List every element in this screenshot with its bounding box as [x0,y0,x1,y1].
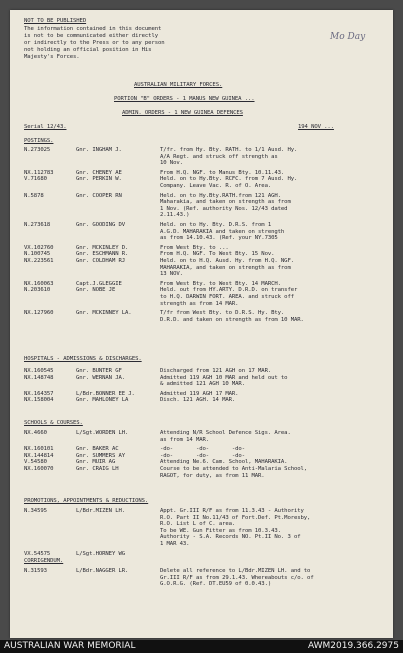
entry-description-line: R.O. List L of C. area. [160,521,236,528]
entry-description-line: A.G.D. MAHARAKIA and taken on strength [160,228,285,235]
entry-description-line: Held. out from HY.ARTY. D.R.D. on transfer [160,287,298,294]
service-number: NX.127960 [24,310,54,317]
entry-description-line: as from 14 MAR. [160,436,210,443]
entry-description-line: Appt. Gr.III R/F as from 11.3.43 - Authority [160,508,304,514]
entry-description-line: Held. on to Hy.Bty. RCFC. from 7 Ausd. Hy. [160,176,298,183]
entry-description-line: Held. on to H.Q. Ausd. Hy. from H.Q. NGF. [160,258,294,264]
entry-description-line: T/fr. from Hy. Bty. RATH. to 1/1 Ausd. Hy. [160,147,298,153]
entry-description-line: From West Bty. to ... [160,244,229,251]
entry-description-line: Delete all reference to L/Bdr.MIZEN LH. and to [160,568,311,574]
soldier-name: L/Bdr.MIZEN LH. [76,508,126,514]
restriction-text-2: is not to be communicated either directly [24,33,158,39]
service-number: VX.54575 [24,550,51,557]
entry-description-line: Gr.III R/F as from 29.1.43. Whereabouts c/o. of [160,574,314,581]
entry-description-line: Authority - S.A. Records NO. Pt.II No. 3 of [160,534,301,541]
entry-description-line: A/A Regt. and struck off strength as [160,153,278,160]
service-number: VX.102760 N.100745 NX.223561 [24,244,54,264]
entry-description-line: 10 Nov. [160,160,183,167]
soldier-name: L/Bdr.BONNER EE J. Gnr. MAHLONEY LA [76,390,135,404]
entry-description-line: -do- -do- -do- [160,452,245,459]
serial-number: Serial 12/43. [24,124,67,130]
archive-footer [0,640,403,653]
soldier-name: Capt.J.GLEGGIE Gnr. NOBE JE [76,280,122,294]
order-date: 194 NOV ... [298,124,334,130]
service-number: N.273618 [24,222,51,228]
soldier-name: L/Sgt.WORDEN LH. [76,430,129,436]
entry-description-line: D.R.D. and taken on strength as from 10 MAR. [160,316,304,323]
entry-description-line: RAGOT, for duty, as from 11 MAR. [160,472,265,479]
entry-description-line: strength as from 14 MAR. [160,300,239,307]
entry-description-line: Disch. 121 AGH. 14 MAR. [160,397,236,404]
entry-description-line: Attending N/R School Defence Sigs. Area. [160,430,291,436]
entry-description-line: G.O.R.G. (Ref. DT.EU59 of 0.0.43.) [160,581,272,588]
service-number: NX.160101 NX.144814 V.54580 NX.160070 [24,446,54,472]
soldier-name: Gnr. BUNTER GF Gnr. WERNAN JA. [76,368,126,381]
orders-title: PORTION "B" ORDERS - 1 MANUS NEW GUINEA ... [114,96,255,102]
entry-description-line: From H.Q. NGF. To West Bty. 15 Nov. [160,251,275,258]
soldier-name: Gnr. CHENEY AE Gnr. PERKIN W. [76,169,122,183]
orders-subtitle: ADMIN. ORDERS - 1 NEW GUINEA DEFENCES [122,110,243,116]
soldier-name: Gnr. MCKINLEY D. Gnr. ESCHMANN R. Gnr. COLDHAM RJ [76,244,129,264]
restriction-heading: NOT TO BE PUBLISHED [24,18,87,24]
entry-description-line: Company. Leave Vac. R. of O. Area. [160,183,272,189]
handwritten-annotation: Mo Day [330,32,366,42]
soldier-name: L/Bdr.NAGGER LR. [76,568,129,574]
soldier-name: L/Sgt.HORNEY WG [76,550,126,557]
entry-description-line: Course to be attended to Anti-Malaria School, [160,466,308,472]
entry-description-line: -do- -do- -do- [160,446,245,453]
entry-description-line: R.O. Part II No.11/43 of Fort.Def. Pt.Moresby, [160,514,311,521]
section-hospitals: HOSPITALS - ADMISSIONS & DISCHARGES. [24,356,142,362]
restriction-text-1: The information contained in this document [24,26,162,32]
service-number: NX.4660 [24,430,47,436]
entry-description-line: Held. on to Hy.Bty.RATH.from 121 AGH. [160,192,281,199]
service-number: N.31593 [24,568,47,574]
entry-description-line: From West Bty. to West Bty. 14 MARCH. [160,280,281,287]
soldier-name: Gnr. GOODING DV [76,222,126,228]
service-number: N.5878 [24,192,44,199]
entry-description-line: Admitted 119 AGH 17 MAR. [160,390,239,397]
entry-description-line: & admitted 121 AGH 10 MAR. [160,381,245,388]
entry-description-line: 1 MAR 43. [160,541,190,547]
entry-description-line: Attending Ne.6. Cam. School, MAHARAKIA. [160,459,288,466]
entry-description-line: as from 14.10.43. (Ref. your NY.7305 [160,235,278,242]
section-corrigendum: CORRIGENDUM. [24,558,64,564]
soldier-name: Gnr. COOPER RN [76,192,122,199]
footer-institution: AUSTRALIAN WAR MEMORIAL [4,641,136,651]
service-number: NX.164357 NX.158004 [24,390,54,404]
section-schools: SCHOOLS & COURSES. [24,420,83,426]
footer-accession-number: AWM2019.366.2975 [307,641,399,651]
section-promotions: PROMOTIONS, APPOINTMENTS & REDUCTIONS. [24,498,149,504]
restriction-text-3: or indirectly to the Press or to any person [24,40,165,46]
soldier-name: Gnr. INGHAM J. [76,147,122,153]
restriction-text-5: Majesty's Forces. [24,54,80,60]
entry-description-line: From H.Q. NGF. to Manus Bty. 10.11.43. [160,169,285,176]
soldier-name: Gnr. BAKER AC Gnr. SUMMERS AY Gnr. MUIR AG Gnr. CRAIG LH [76,446,126,472]
service-number: NX.112783 V.71680 [24,169,54,183]
entry-description-line: To be WE. Gun Fitter as from 10.3.43. [160,527,281,534]
force-title: AUSTRALIAN MILITARY FORCES. [134,82,223,88]
entry-description-line: 2.11.43.) [160,212,190,219]
entry-description-line: 1 Nov. (Ref. authority Nos. 12/43 dated [160,205,288,212]
service-number: NX.160063 N.203610 [24,280,54,294]
entry-description-line: Admitted 119 AGH 10 MAR and held out to [160,374,288,381]
section-postings: POSTINGS. [24,138,54,144]
entry-description-line: Discharged from 121 AGH on 17 MAR. [160,368,272,374]
soldier-name: Gnr. MCKINNEY LA. [76,310,132,317]
entry-description-line: MAHARAKIA, and taken on strength as from [160,264,291,271]
entry-description-line: 13 NOV. [160,271,183,278]
document-page [10,10,393,638]
service-number: N.273025 [24,147,51,153]
service-number: NX.160545 NX.148748 [24,368,54,381]
entry-description-line: Held. on to Hy. Bty. D.R.S. from 1 [160,222,272,228]
service-number: N.34595 [24,508,47,514]
entry-description-line: T/fr from West Bty. to D.R.S. Hy. Bty. [160,310,285,317]
entry-description-line: Maharakia, and taken on strength as from [160,199,291,206]
entry-description-line: to H.Q. DARWIN FORT. AREA. and struck off [160,294,294,300]
restriction-text-4: not holding an official position in His [24,47,152,53]
